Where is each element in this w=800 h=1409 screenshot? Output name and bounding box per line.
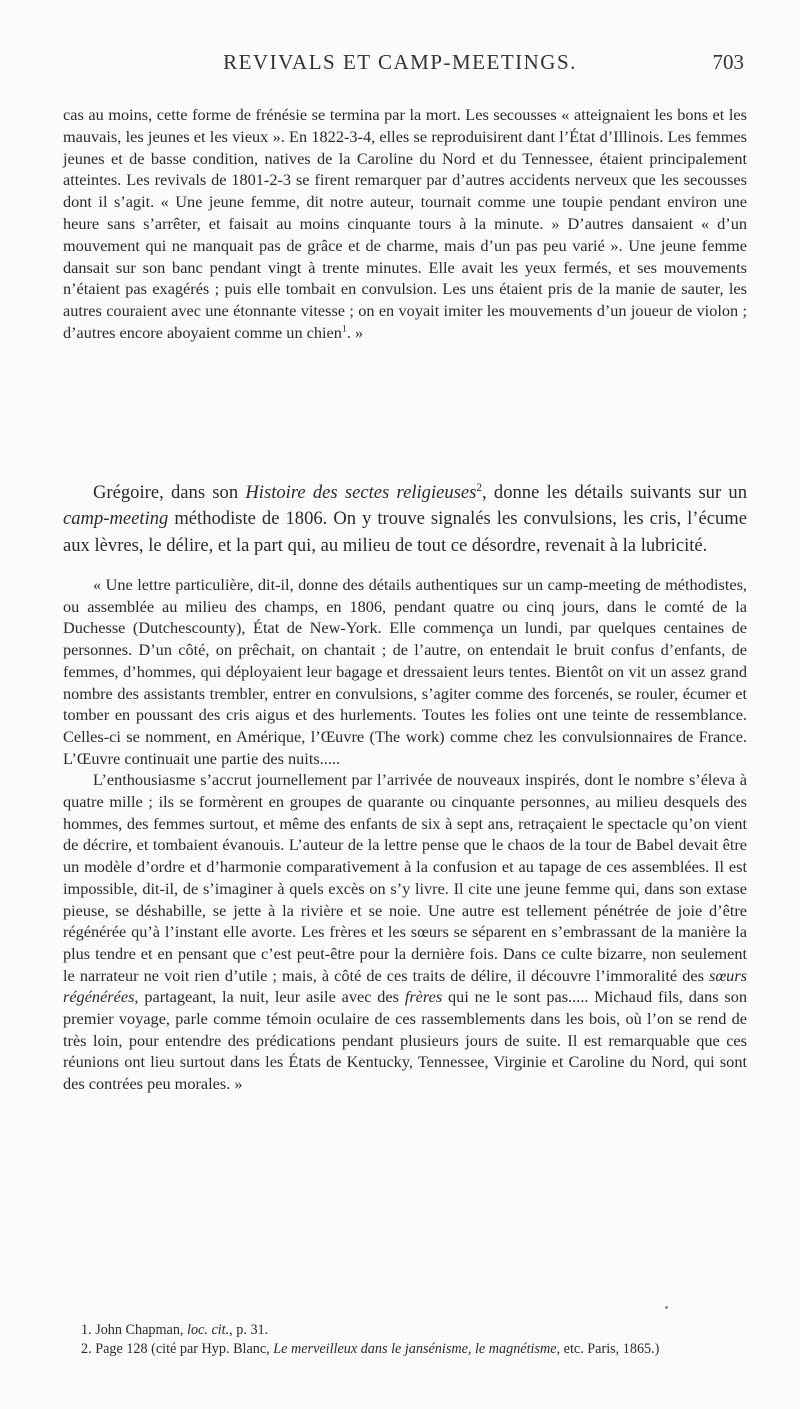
italic-term: loc. cit.: [187, 1322, 230, 1338]
italic-term: sœurs régénérées: [63, 965, 747, 1007]
page-header: [0, 50, 800, 80]
page-number: 703: [712, 50, 744, 74]
text-run: L’enthousiasme s’accrut journellement par l’arrivée de nouveaux inspirés, dont le nombre s’éleva à quatre mille ; ils se formèrent en groupes de quarante ou cinquante personnes, au milieu desquels des hommes, des femmes surtout, et même des enfants de six à sept ans, retraçaient le spectacle qu’on vient de décrire, et tombaient évanouis. L’auteur de la lettre pense que le chaos de la tour de Babel devait être un modèle d’ordre et d’harmonie comparativement à la confusion et au tapage de ces assemblées. Il est impossible, dit-il, de s’imaginer à quels excès on s’y livre. Il cite une jeune femme qui, dans son extase pieuse, se déshabille, se jette à la rivière et se noie. Une autre est tellement pénétrée de joie d’être régénérée qu’à l’instant elle avorte. Les frères et les sœurs se séparent en s’embrassant de la manière la plus tendre et en pensant que c’est peut-être pour la dernière fois. Dans ce culte bizarre, non seulement le narrateur ne voit rien d’utile ; mais, à côté de ces traits de délire, il découvre l’immoralité des: [63, 770, 747, 985]
text-run: Grégoire, dans son: [93, 482, 246, 503]
print-mark: [665, 1306, 668, 1309]
footnotes: [63, 1321, 747, 1359]
text-run: 2. Page 128 (cité par Hyp. Blanc,: [81, 1341, 274, 1357]
paragraph: [63, 104, 747, 344]
text-run: 1. John Chapman,: [81, 1322, 188, 1338]
paragraph: « Une lettre particulière, dit-il, donne des détails authentiques sur un camp-meeting de méthodistes, ou assemblée au milieu des champs, en 1806, pendant quatre ou cinq jours, dans le comté de la Duchesse (Dutchescounty), État de New-York. Elle commença un lundi, par quelques centaines de personnes. D’un côté, on prêchait, on chantait ; de l’autre, on entendait le bruit confus d’enfants, de femmes, d’hommes, qui déployaient leur bagage et dressaient leurs tentes. Bientôt on vit un assez grand nombre des assistants trembler, entrer en convulsions, s’agiter comme des forcenés, se rouler, écumer et tomber en poussant des cris aigus et des hurlements. Toutes les folies ont une teinte de ressemblance. Celles-ci se nomment, en Amérique, l’Œuvre (The work) comme chez les convulsionnaires de France. L’Œuvre continuait une partie des nuits.....: [63, 575, 747, 768]
quote-text: cas au moins, cette forme de frénésie se termina par la mort. Les secousses « atteignaient les bons et les mauvais, les jeunes et les vieux ». En 1822-3-4, elles se reproduisirent dant l’État d’Illinois. Les femmes jeunes et de basse condition, natives de la Caroline du Nord et du Tennessee, étaient principalement atteintes. Les revivals de 1801-2-3 se firent remarquer par d’autres accidents nerveux que les secousses dont il s’agit. « Une jeune femme, dit notre auteur, tournait comme une toupie pendant environ une heure sans s’arrêter, et faisait au moins cinquante tours à la minute. » D’autres dansaient « d’un mouvement qui ne manquait pas de grâce et de charme, mais d’un pas peu varié ». Une jeune femme dansait sur son banc pendant vingt à trente minutes. Elle avait les yeux fermés, et ses mouvements n’étaient pas exagérés ; puis elle tombait en convulsion. Les uns étaient pris de la manie de sauter, les autres couraient avec une étonnante vitesse ; on en voyait imiter les mouvements d’un joueur de violon ; d’autres encore aboyaient comme un chien: [63, 105, 747, 342]
body-paragraph: [63, 480, 747, 559]
footnote-ref: 2: [476, 481, 482, 494]
footnote-1: [63, 1321, 747, 1340]
text-run: , partageant, la nuit, leur asile avec des: [134, 987, 405, 1007]
text-run: , etc. Paris, 1865.): [556, 1341, 660, 1357]
footnote-2: [63, 1340, 747, 1359]
footnote-ref: 1: [341, 323, 347, 335]
text-run: méthodiste de 1806. On y trouve signalés les convulsions, les cris, l’écume aux lèvres, le délire, et la part qui, au milieu de tout ce désordre, revenait à la lubricité.: [63, 508, 747, 556]
quoted-passage-2: [63, 574, 747, 1095]
italic-term: Le merveilleux dans le jansénisme, le magnétisme: [273, 1341, 557, 1357]
text-run: , p. 31.: [229, 1322, 269, 1338]
text-run: , donne les détails suivants sur un: [482, 482, 747, 503]
paragraph: [63, 480, 747, 559]
quote-end: . »: [346, 322, 364, 342]
italic-term: frères: [404, 987, 443, 1007]
quoted-passage-1: [63, 104, 747, 344]
paragraph: [63, 769, 747, 1095]
text-run: qui ne le sont pas..... Michaud fils, dans son premier voyage, parle comme témoin oculaire de ces rassemblements dans les bois, où l’on se rend de très loin, pour entendre des prédications pendant plusieurs jours de suite. Il est remarquable que ces réunions ont lieu surtout dans les États de Kentucky, Tennessee, Virginie et Caroline du Nord, qui sont des contrées peu morales. »: [63, 987, 747, 1094]
book-title: Histoire des sectes religieuses: [245, 482, 477, 503]
italic-term: camp-meeting: [63, 508, 169, 530]
running-title: REVIVALS ET CAMP-MEETINGS.: [223, 50, 577, 74]
